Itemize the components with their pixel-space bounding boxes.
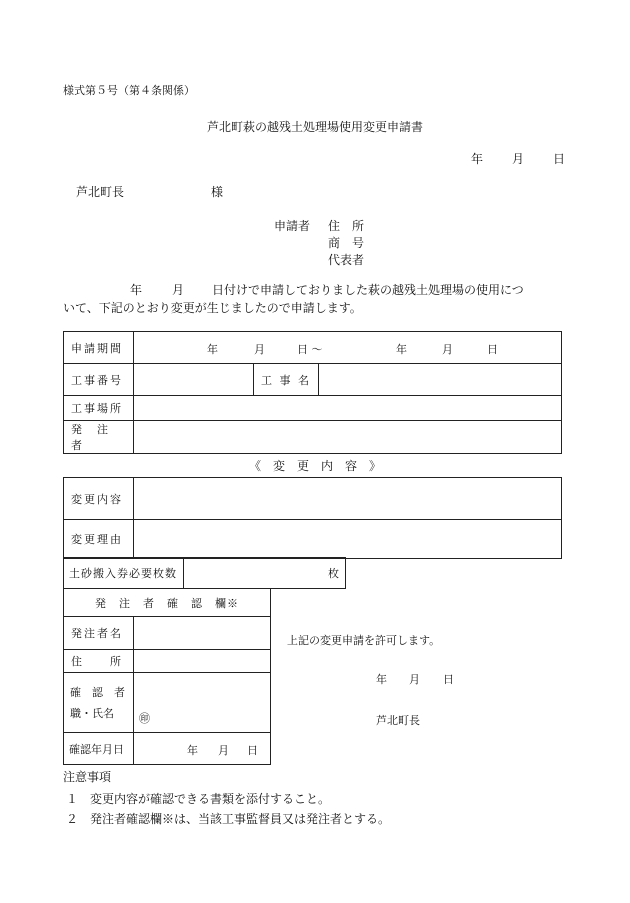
change-table xyxy=(63,477,562,559)
permit-signer: 芦北町長 xyxy=(376,714,420,727)
note-item-2: ２ 発注者確認欄※は、当該工事監督員又は発注者とする。 xyxy=(66,812,391,826)
orderer-value[interactable] xyxy=(134,421,562,454)
ticket-label: 土砂搬入券必要枚数 xyxy=(64,558,184,589)
work-name-value[interactable] xyxy=(319,364,562,396)
ticket-table xyxy=(63,557,346,589)
orderer-label: 発 注 者 xyxy=(64,421,134,454)
permit-day: 日 xyxy=(443,673,454,686)
applicant-label: 申請者 xyxy=(274,219,311,233)
body-month: 月 xyxy=(172,283,185,297)
period-cell[interactable]: 年 月 日 ～ 年 月 日 xyxy=(134,332,562,364)
body-year: 年 xyxy=(130,283,143,297)
confirm-date-value[interactable]: 年 月 日 xyxy=(134,733,271,765)
ticket-unit: 枚 xyxy=(328,567,339,580)
confirmer-label: 確 認 者 職・氏名 xyxy=(64,673,134,733)
applicant-company-label: 商 号 xyxy=(328,236,365,250)
change-content-label: 変更内容 xyxy=(64,478,134,520)
work-site-label: 工事場所 xyxy=(64,396,134,421)
orderer-confirm-table xyxy=(63,588,271,765)
date-year: 年 xyxy=(471,152,484,166)
addressee-suffix: 様 xyxy=(211,185,224,199)
note-item-1: １ 変更内容が確認できる書類を添付すること。 xyxy=(66,792,331,806)
confirm-address-value[interactable] xyxy=(134,650,271,673)
body-line1: 日付けで申請しておりました萩の越残土処理場の使用につ xyxy=(212,283,524,297)
change-content-value[interactable] xyxy=(134,478,562,520)
ticket-value[interactable] xyxy=(184,558,346,589)
work-number-label: 工事番号 xyxy=(64,364,134,396)
addressee: 芦北町長 xyxy=(76,185,125,199)
applicant-address-label: 住 所 xyxy=(328,219,365,233)
date-month: 月 xyxy=(512,152,525,166)
seal-mark: ㊞ xyxy=(139,712,150,725)
period-label: 申請期間 xyxy=(64,332,134,364)
confirm-name-label: 発注者名 xyxy=(64,617,134,650)
confirm-date-label: 確認年月日 xyxy=(64,733,134,765)
change-reason-label: 変更理由 xyxy=(64,520,134,559)
work-name-label: 工 事 名 xyxy=(254,364,319,396)
work-number-value[interactable] xyxy=(134,364,254,396)
document-title: 芦北町萩の越残土処理場使用変更申請書 xyxy=(206,120,423,134)
confirmer-value[interactable] xyxy=(134,673,271,733)
confirm-header: 発 注 者 確 認 欄※ xyxy=(64,589,271,617)
permit-month: 月 xyxy=(409,673,420,686)
permit-year: 年 xyxy=(376,673,387,686)
confirm-address-label: 住 所 xyxy=(64,650,134,673)
permit-text: 上記の変更申請を許可します。 xyxy=(287,634,441,647)
body-line2: いて、下記のとおり変更が生じましたので申請します。 xyxy=(63,301,362,315)
change-reason-value[interactable] xyxy=(134,520,562,559)
applicant-representative-label: 代表者 xyxy=(328,253,365,267)
work-site-value[interactable] xyxy=(134,396,562,421)
notes-title: 注意事項 xyxy=(63,770,112,784)
date-day: 日 xyxy=(553,152,566,166)
form-number: 様式第５号（第４条関係） xyxy=(63,84,195,97)
confirm-name-value[interactable] xyxy=(134,617,271,650)
application-table xyxy=(63,331,562,454)
section-title: 《 変 更 内 容 》 xyxy=(248,459,381,473)
